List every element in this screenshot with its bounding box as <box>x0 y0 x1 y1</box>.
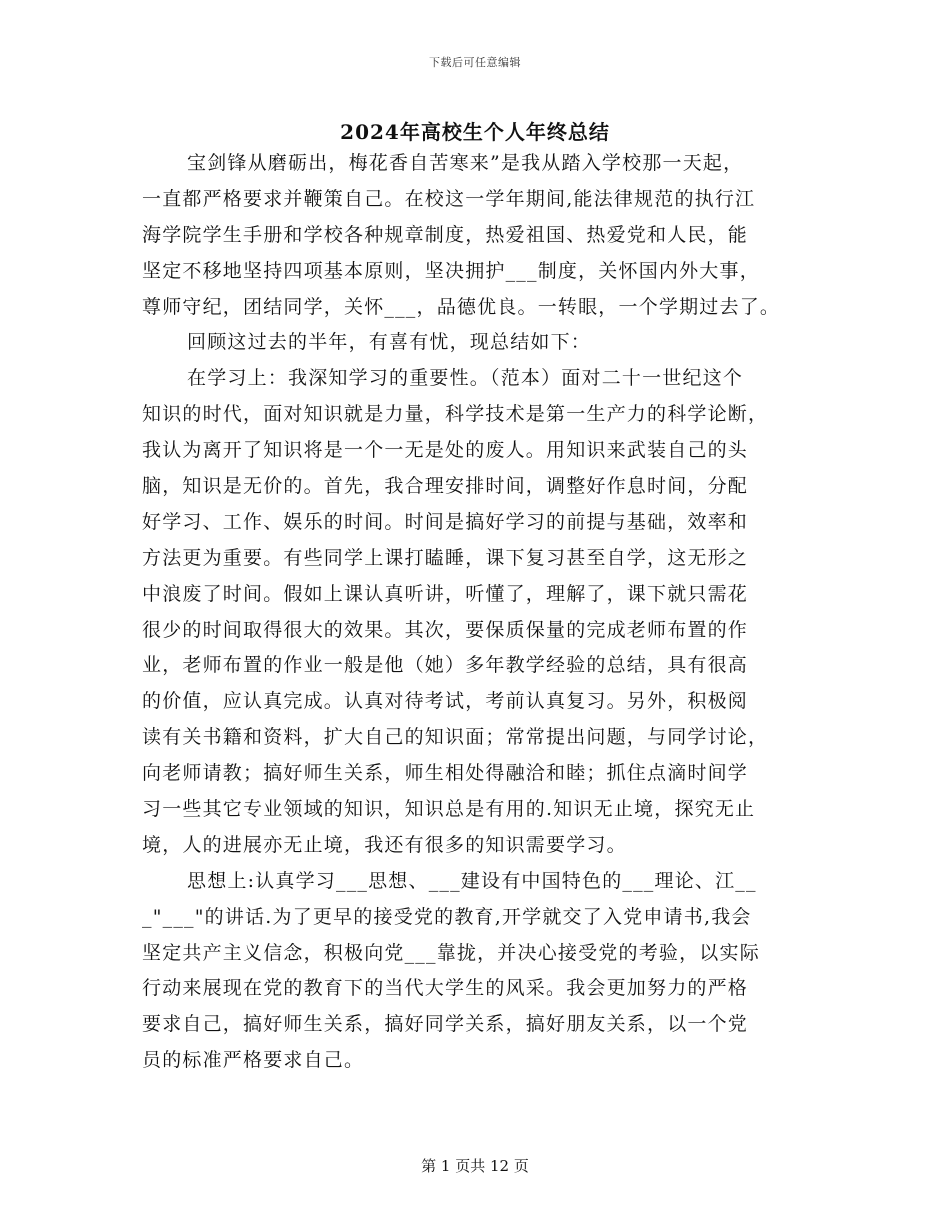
body-line: 好学习、工作、娱乐的时间。时间是搞好学习的前提与基础，效率和 <box>142 510 749 533</box>
body-line: 我认为离开了知识将是一个一无是处的废人。用知识来武装自己的头 <box>142 439 749 462</box>
body-line: 坚定共产主义信念，积极向党___靠拢，并决心接受党的考验，以实际 <box>142 941 760 964</box>
body-line: 习一些其它专业领域的知识，知识总是有用的.知识无止境，探究无止 <box>142 798 756 821</box>
body-line: 回顾这过去的半年，有喜有忧，现总结如下： <box>187 331 592 354</box>
body-line: 海学院学生手册和学校各种规章制度，热爱祖国、热爱党和人民，能 <box>142 223 749 246</box>
body-line: 员的标准严格要求自己。 <box>142 1049 365 1072</box>
body-line: 尊师守纪，团结同学，关怀___，品德优良。一转眼，一个学期过去了。 <box>142 295 781 318</box>
body-line: 境，人的进展亦无止境，我还有很多的知识需要学习。 <box>142 833 627 856</box>
document-title: 2024年高校生个人年终总结 <box>340 120 610 144</box>
body-line: 要求自己，搞好师生关系，搞好同学关系，搞好朋友关系，以一个党 <box>142 1013 749 1036</box>
body-line: 坚定不移地坚持四项基本原则，坚决拥护___制度，关怀国内外大事， <box>142 259 760 282</box>
page-header: 下载后可任意编辑 <box>429 56 521 69</box>
body-line: 中浪废了时间。假如上课认真听讲，听懂了，理解了，课下就只需花 <box>142 582 749 605</box>
body-line: 行动来展现在党的教育下的当代大学生的风采。我会更加努力的严格 <box>142 977 749 1000</box>
body-line: 业，老师布置的作业一般是他（她）多年教学经验的总结，具有很高 <box>142 654 749 677</box>
page-number-footer: 第 1 页共 12 页 <box>421 1157 529 1175</box>
body-line: 向老师请教；搞好师生关系，师生相处得融洽和睦；抓住点滴时间学 <box>142 762 749 785</box>
document-body <box>142 146 832 1079</box>
body-line: _"___"的讲话.为了更早的接受党的教育,开学就交了入党申请书,我会 <box>142 905 752 928</box>
body-line: 在学习上：我深知学习的重要性。（范本）面对二十一世纪这个 <box>187 367 744 390</box>
body-line: 方法更为重要。有些同学上课打瞌睡，课下复习甚至自学，这无形之 <box>142 546 749 569</box>
body-line: 一直都严格要求并鞭策自己。在校这一学年期间,能法律规范的执行江 <box>142 187 756 210</box>
body-line: 很少的时间取得很大的效果。其次，要保质保量的完成老师布置的作 <box>142 618 749 641</box>
body-line: 宝剑锋从磨砺出，梅花香自苦寒来”是我从踏入学校那一天起， <box>187 152 744 174</box>
body-line: 读有关书籍和资料，扩大自己的知识面；常常提出问题，与同学讨论， <box>142 726 769 749</box>
body-line: 思想上:认真学习___思想、___建设有中国特色的___理论、江__ <box>187 869 757 892</box>
body-line: 脑，知识是无价的。首先，我合理安排时间，调整好作息时间，分配 <box>142 475 749 498</box>
body-line: 的价值，应认真完成。认真对待考试，考前认真复习。另外，积极阅 <box>142 690 749 713</box>
body-line: 知识的时代，面对知识就是力量，科学技术是第一生产力的科学论断， <box>142 403 769 426</box>
